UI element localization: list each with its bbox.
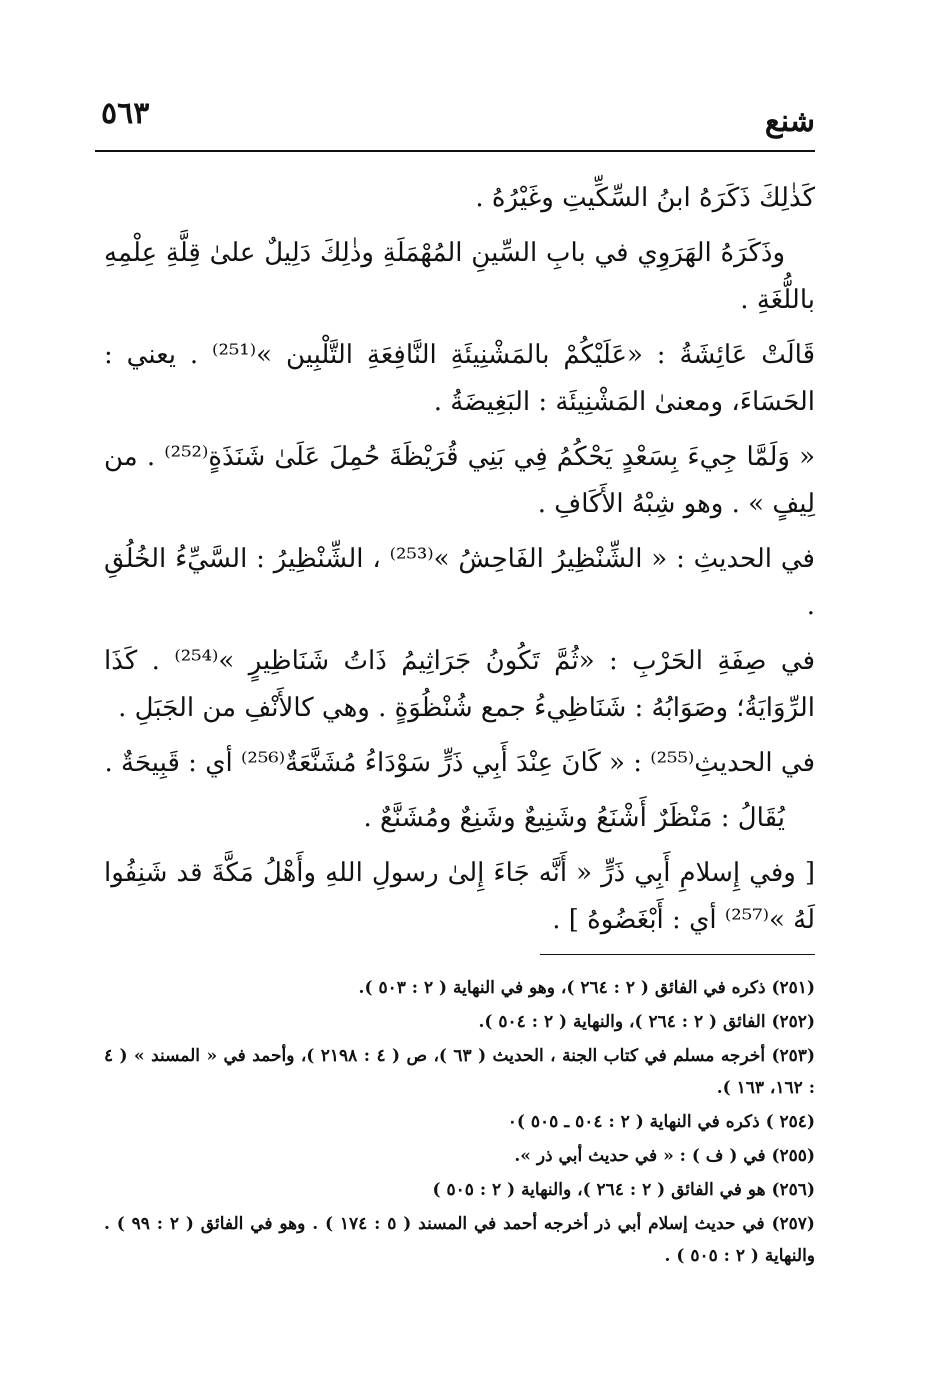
paragraph: كَذٰلِكَ ذَكَرَهُ ابنُ السِّكِّيتِ وغَيْرُهُ . — [475, 183, 815, 213]
paragraph: في صِفَةِ الحَرْبِ : «ثُمَّ تَكُونُ جَرَاثِيمُ ذَاتُ شَنَاظِيرٍ »⁽²⁵⁴⁾ . كَذَا الرِّوَايَةُ؛ وصَوَابُهُ : شَنَاظِيءُ جمع شُنْظُوَةٍ . وهي كالأَنْفِ من الجَبَلِ . — [104, 646, 816, 723]
paragraph: « وَلَمَّا جِيءَ بِسَعْدٍ يَحْكُمُ فِي بَنِي قُرَيْظَةَ حُمِلَ عَلَىٰ شَنَذَةٍ⁽²⁵²⁾ . من لِيفٍ » . وهو شِبْهُ الأَكَافِ . — [104, 442, 815, 519]
footnote-divider — [540, 954, 815, 955]
page-number: ٥٦٣ — [101, 96, 150, 131]
paragraph: قَالَتْ عَائِشَةُ : «عَلَيْكُمْ بالمَشْنِيئَةِ النَّافِعَةِ التَّلْبِين »⁽²⁵¹⁾ . يعني : الحَسَاءَ، ومعنىٰ المَشْنِيئَة : البَغِيضَةُ . — [104, 340, 816, 417]
main-text — [104, 175, 815, 952]
footnote: (٢٥٦) هو في الفائق ( ٢ : ٢٦٤ )، والنهاية ( ٢ : ٥٠٥ ) — [432, 1180, 815, 1200]
footnote: (٢٥١) ذكره في الفائق ( ٢ : ٢٦٤ )، وهو في النهاية ( ٢ : ٥٠٣ ). — [358, 978, 815, 998]
page-title: شنع — [764, 104, 815, 139]
footnote: (٢٥٣) أخرجه مسلم في كتاب الجنة ، الحديث ( ٦٣ )، ص ( ٤ : ٢١٩٨ )، وأحمد في « المسند » ( ٤ : ١٦٢، ١٦٣ ). — [104, 1046, 815, 1098]
page-header — [95, 92, 815, 152]
footnote: (٢٥٧) في حديث إسلام أبي ذر أخرجه أحمد في المسند ( ٥ : ١٧٤ ) . وهو في الفائق ( ٢ : ٩٩ ) . والنهاية ( ٢ : ٥٠٥ ) . — [104, 1214, 815, 1266]
footnote: (٢٥٢) الفائق ( ٢ : ٢٦٤ )، والنهاية ( ٢ : ٥٠٤ ). — [478, 1012, 815, 1032]
footnote: (٢٥٥) في ( ف ) : « في حديث أبي ذر ». — [514, 1146, 815, 1166]
paragraph: في الحديثِ⁽²⁵⁵⁾ : « كَانَ عِنْدَ أَبِي ذَرٍّ سَوْدَاءُ مُشَنَّعَةٌ⁽²⁵⁶⁾ أي : قَبِيحَةٌ . — [104, 748, 815, 778]
paragraph: وذَكَرَهُ الهَرَوِي في بابِ السِّينِ المُهْمَلَةِ وذٰلِكَ دَلِيلٌ علىٰ قِلَّةِ عِلْمِهِ باللُّغَةِ . — [104, 238, 815, 315]
paragraph: في الحديثِ : « الشِّنْظِيرُ الفَاحِشُ »⁽²⁵³⁾ ، الشِّنْظِيرُ : السَّيِّءُ الخُلُقِ . — [104, 544, 815, 621]
footnotes — [104, 972, 815, 1274]
paragraph: [ وفي إِسلامِ أَبِي ذَرٍّ « أَنَّه جَاءَ إِلىٰ رسولِ اللهِ وأَهْلُ مَكَّةَ قد شَنِفُوا لَهُ »⁽²⁵⁷⁾ أي : أَبْغَضُوهُ ] . — [104, 858, 815, 935]
paragraph: يُقَالُ : مَنْظَرٌ أَشْنَعُ وشَنِيعٌ وشَنِعٌ ومُشَنَّعٌ . — [363, 803, 785, 833]
footnote: (٢٥٤ ) ذكره في النهاية ( ٢ : ٥٠٤ ـ ٥٠٥ )٠ — [507, 1112, 815, 1132]
